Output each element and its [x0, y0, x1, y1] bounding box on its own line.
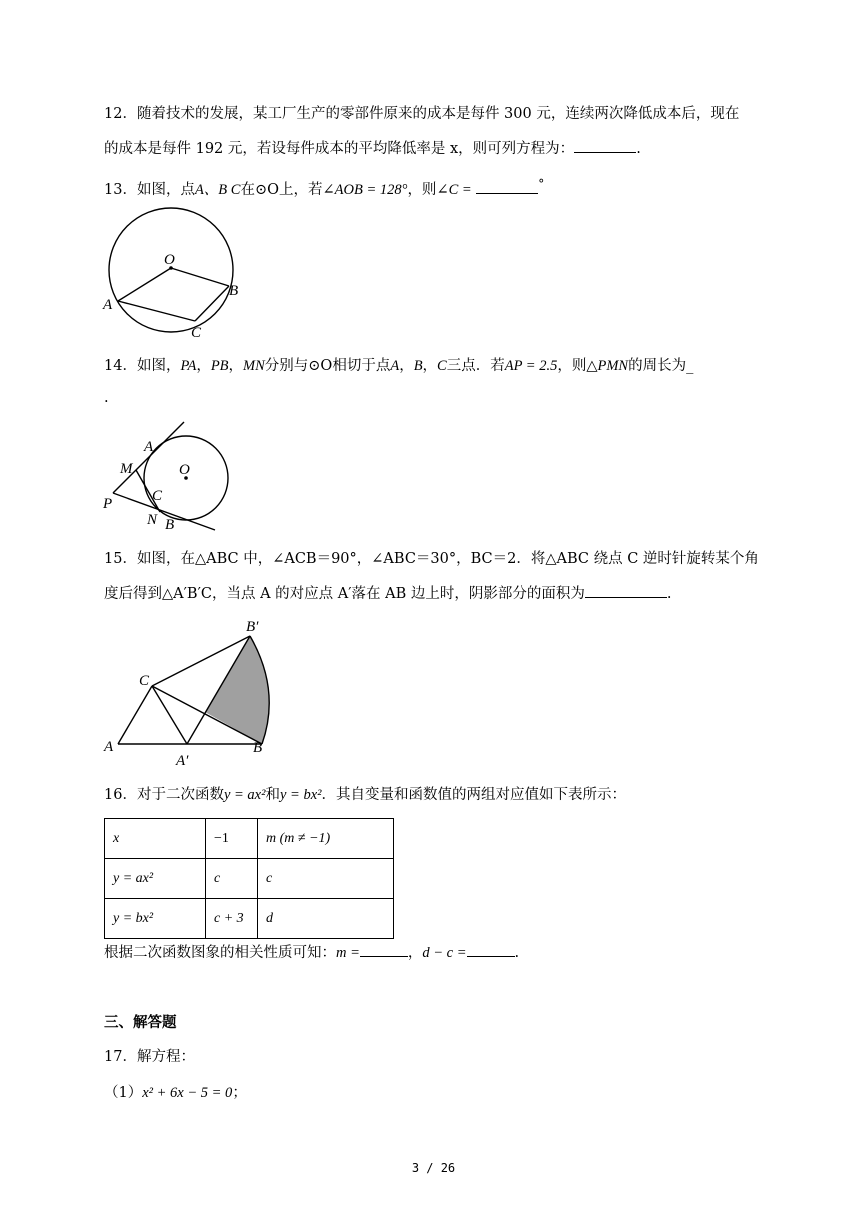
q13-label-c: C	[191, 325, 202, 341]
q13-segment-ob	[171, 268, 229, 286]
q14-mid2: 三点．若	[446, 358, 505, 374]
table-cell: y = ax²	[105, 859, 206, 899]
q16-value-table	[104, 818, 394, 939]
q12-text: 的成本是每件 192 元，若设每件成本的平均降低率是 x，则可列方程为：	[104, 141, 575, 157]
q12-answer-blank	[574, 138, 636, 153]
table-row	[105, 899, 394, 939]
q16-after	[104, 942, 519, 963]
q15-shaded-region	[205, 636, 269, 744]
table-cell: d	[258, 899, 394, 939]
table-row	[105, 859, 394, 899]
q16-and: 和	[265, 787, 280, 803]
q14-label-c: C	[152, 488, 163, 504]
q15-label-b: B	[253, 740, 263, 756]
q14-end: 的周长为_	[628, 358, 694, 374]
q14-mid3: ，则	[557, 358, 587, 374]
q14-sep1: ，	[196, 358, 211, 374]
table-cell: y = bx²	[105, 899, 206, 939]
q15-label-b-prime: B′	[246, 619, 259, 635]
q15-rotation-figure	[100, 612, 275, 772]
q13-ask: ∠C =	[436, 181, 472, 198]
q13-line	[104, 174, 544, 200]
q15-end: .	[666, 586, 672, 602]
q13-segment-ac	[118, 301, 195, 321]
q14-line	[104, 356, 693, 376]
q12-line1: 12．随着技术的发展，某工厂生产的零部件原来的成本是每件 300 元，连续两次降低成本后，现在	[104, 106, 740, 122]
q16-suffix: ．其自变量和函数值的两组对应值如下表所示：	[321, 787, 626, 803]
table-cell: −1	[206, 819, 258, 859]
q12-end: .	[636, 141, 641, 157]
q13-circle	[109, 208, 233, 332]
q13-label-o: O	[164, 252, 175, 268]
q14-label-n: N	[147, 512, 158, 528]
q15-line1: 15．如图，在△ABC 中，∠ACB＝90°，∠ABC＝30°，BC＝2．将△ABC 绕点 C 逆时针旋转某个角	[104, 551, 759, 567]
table-cell: c	[206, 859, 258, 899]
q15-label-a-prime: A′	[176, 753, 189, 769]
q16-f2: y = bx²	[279, 787, 322, 803]
table-cell: x	[105, 819, 206, 859]
q14-tangent-pa	[113, 422, 184, 493]
q16-end: .	[514, 945, 520, 961]
q13-label-b: B	[229, 283, 239, 299]
q14-prefix: 14．如图，	[104, 358, 181, 374]
q14-label-b: B	[165, 517, 175, 533]
q15-label-c: C	[139, 673, 150, 689]
q16-comma: ，	[407, 945, 423, 961]
table-row	[105, 819, 394, 859]
q17-part1-equation: x² + 6x − 5 = 0	[142, 1085, 233, 1101]
q14-mn: MN	[243, 358, 265, 374]
q14-triangle: △PMN	[586, 358, 629, 374]
q14-point-b: B	[413, 358, 423, 374]
q15-segment-ca	[118, 686, 152, 744]
q16-dc-blank	[467, 942, 515, 957]
q15-answer-blank	[585, 583, 667, 598]
q14-tangent-pb	[113, 493, 215, 530]
q14-point-c: C	[437, 358, 447, 374]
q14-pb: PB	[210, 358, 229, 374]
q16-prefix: 16．对于二次函数	[104, 787, 224, 803]
q13-mid1: 在⊙O上，若	[240, 181, 323, 198]
q16-after-prefix: 根据二次函数图象的相关性质可知：	[104, 945, 336, 961]
q14-pa: PA	[180, 358, 197, 374]
section-heading: 三、解答题	[104, 1014, 177, 1031]
q14-label-p: P	[103, 496, 113, 512]
table-cell: c + 3	[206, 899, 258, 939]
table-cell: c	[258, 859, 394, 899]
q14-label-a: A	[144, 439, 154, 455]
q14-point-a: A	[390, 358, 400, 374]
q17-title: 17．解方程：	[104, 1049, 195, 1065]
q13-label-a: A	[103, 297, 113, 313]
q16-m-eq: m =	[336, 945, 360, 961]
q17-part1	[104, 1083, 247, 1103]
q13-prefix: 13．如图，点	[104, 181, 195, 198]
q13-answer-blank	[476, 179, 538, 194]
q14-ap: AP = 2.5	[504, 358, 558, 374]
q14-label-o: O	[179, 462, 190, 478]
q13-segment-oa	[118, 268, 171, 301]
q17-part1-label: （1）	[104, 1085, 143, 1101]
q14-sep2: ，	[228, 358, 244, 374]
q14-mid1: 分别与⊙O相切于点	[264, 358, 391, 374]
q15-text: 度后得到△A′B′C，当点 A 的对应点 A′落在 AB 边上时，阴影部分的面积为	[104, 586, 585, 602]
q13-circle-figure	[100, 205, 270, 345]
q14-dot: .	[104, 390, 109, 406]
q13-points: A、B C	[194, 181, 241, 198]
q16-m-blank	[360, 942, 408, 957]
q16-line	[104, 785, 626, 805]
q17-part1-end: ；	[232, 1085, 247, 1101]
q15-line2	[104, 583, 671, 604]
q13-mid2: ，则	[407, 181, 437, 198]
q13-degree: °	[538, 177, 545, 191]
q14-tangent-figure	[100, 415, 230, 535]
q14-sep3: ，	[399, 358, 414, 374]
page-number: 3 / 26	[411, 1161, 456, 1175]
table-cell: m (m ≠ −1)	[258, 819, 394, 859]
q14-sep4: ，	[422, 358, 438, 374]
q15-label-a: A	[104, 739, 114, 755]
q13-angle: ∠AOB = 128°	[322, 181, 408, 198]
q16-dc-eq: d − c =	[422, 945, 467, 961]
q16-f1: y = ax²	[223, 787, 266, 803]
q12-line2	[104, 138, 641, 159]
q14-label-m: M	[120, 461, 133, 477]
